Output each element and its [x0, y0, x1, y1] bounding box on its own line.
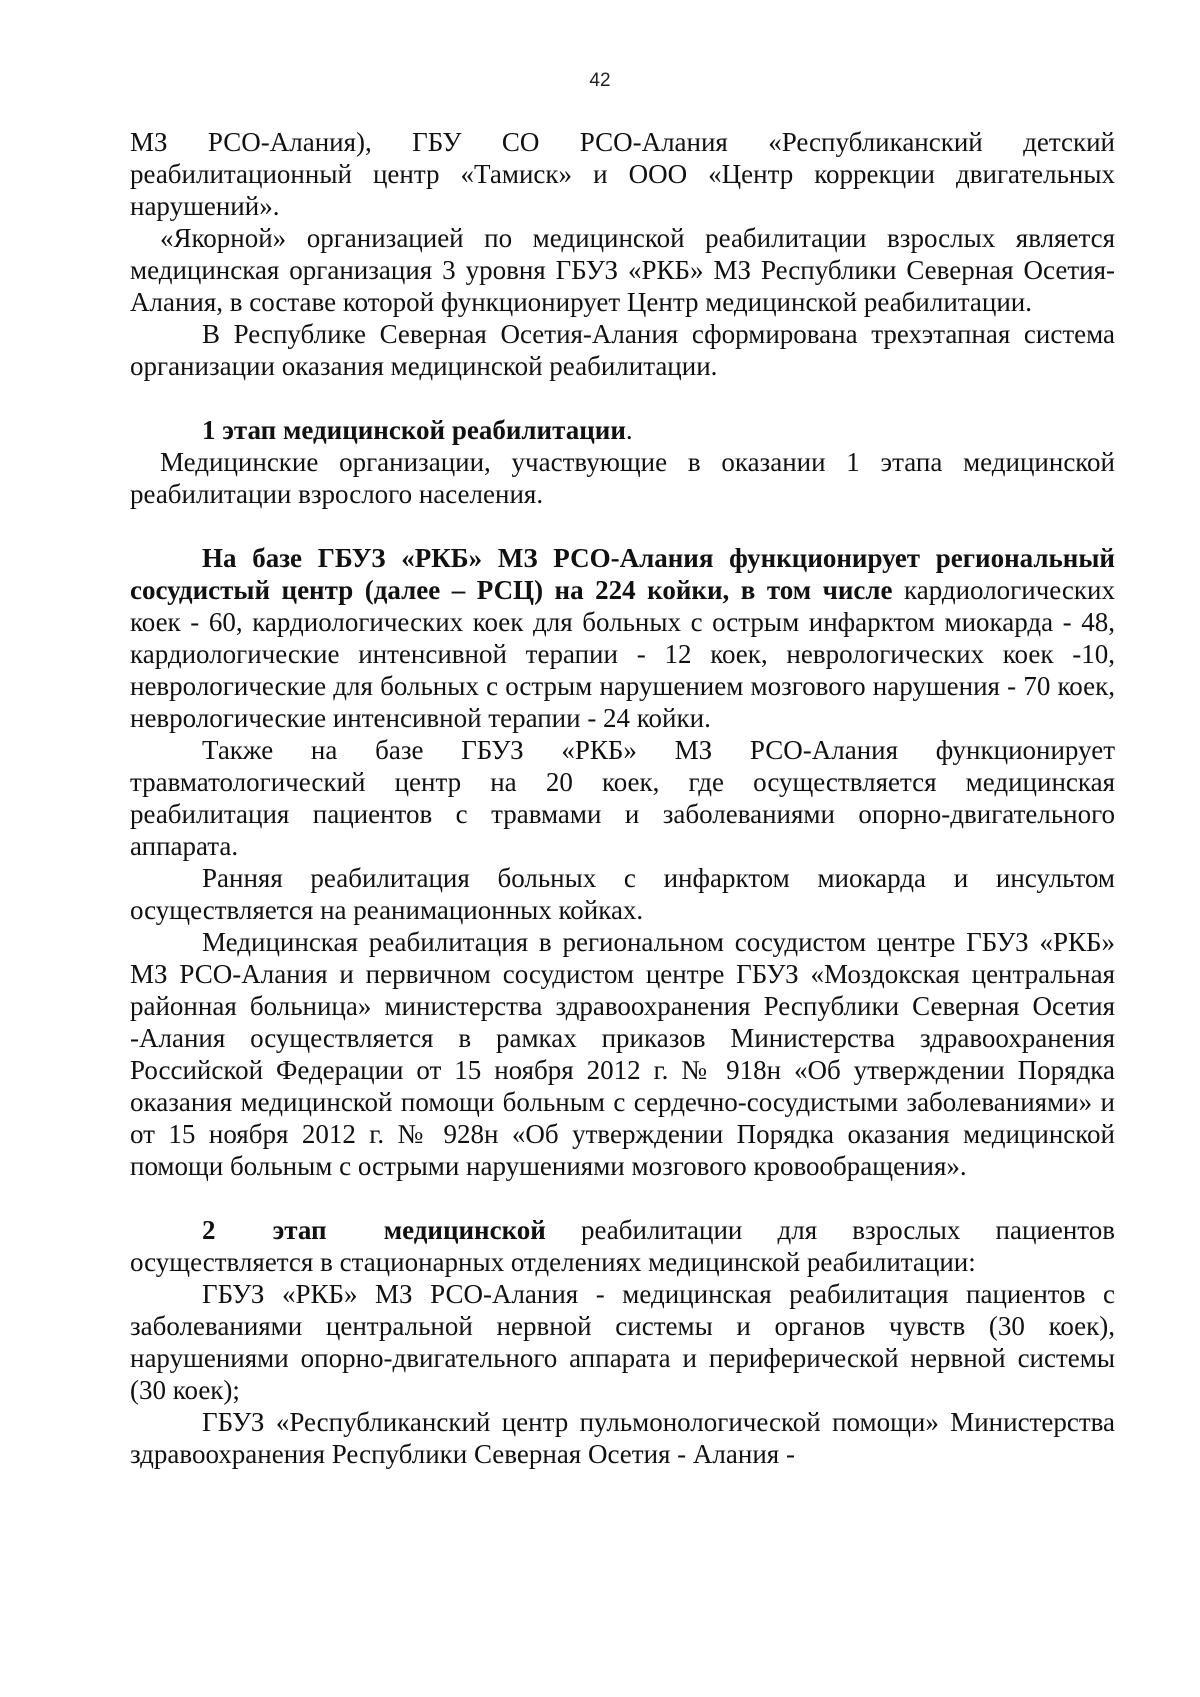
- paragraph-stage-1-organizations: Медицинские организации, участвующие в оказании 1 этапа медицинской реабилитации взрослого населения.: [130, 447, 1115, 509]
- paragraph-pulmonology-center: ГБУЗ «Республиканский центр пульмонологической помощи» Министерства здравоохранения Республики Северная Осетия - Алания -: [130, 1407, 1115, 1469]
- paragraph-vascular-center-rest: кардиологических коек - 60, кардиологических коек для больных с острым инфарктом миокарда - 48, кардиологические интенсивной терапии - 12 коек, неврологических коек -10, неврологические для больных с острым нарушением мозгового нарушения - 70 коек, неврологические интенсивной терапии - 24 койки.: [130, 575, 1115, 733]
- heading-stage-2: [130, 1214, 1115, 1278]
- page-number: 42: [589, 70, 611, 91]
- heading-stage-2-rest: реабилитации для взрослых пациентов осуществляется в стационарных отделениях медицинской реабилитации:: [130, 1215, 1115, 1277]
- document-body: [130, 126, 1115, 1470]
- spacer: [130, 510, 1115, 542]
- paragraph-rkb-stage-2: ГБУЗ «РКБ» МЗ РСО-Алания - медицинская реабилитация пациентов с заболеваниями центральной нервной системы и органов чувств (30 коек), нарушениями опорно-двигательного аппарата и периферической нервной системы (30 коек);: [130, 1279, 1115, 1405]
- paragraph-vascular-center-bold: На базе ГБУЗ «РКБ» МЗ РСО-Алания функционирует региональный сосудистый центр (далее – РСЦ) на 224 койки, в том числе: [130, 543, 1115, 605]
- heading-stage-1-tail: .: [625, 415, 633, 445]
- heading-stage-1: [130, 414, 1115, 446]
- spacer: [130, 1182, 1115, 1214]
- paragraph-vascular-center: [130, 542, 1115, 734]
- paragraph-anchor-organization: «Якорной» организацией по медицинской реабилитации взрослых является медицинская организация 3 уровня ГБУЗ «РКБ» МЗ Республики Северная Осетия-Алания, в составе которой функционирует Центр медицинской реабилитации.: [130, 223, 1115, 317]
- heading-stage-1-bold: 1 этап медицинской реабилитации: [202, 415, 626, 445]
- spacer: [130, 382, 1115, 414]
- paragraph-trauma-center: Также на базе ГБУЗ «РКБ» МЗ РСО-Алания функционирует травматологический центр на 20 коек, где осуществляется медицинская реабилитация пациентов с травмами и заболеваниями опорно-двигательного аппарата.: [130, 735, 1115, 861]
- paragraph-orders: Медицинская реабилитация в региональном сосудистом центре ГБУЗ «РКБ» МЗ РСО-Алания и первичном сосудистом центре ГБУЗ «Моздокская центральная районная больница» министерства здравоохранения Республики Северная Осетия -Алания осуществляется в рамках приказов Министерства здравоохранения Российской Федерации от 15 ноября 2012 г. № 918н «Об утверждении Порядка оказания медицинской помощи больным с сердечно-сосудистыми заболеваниями» и от 15 ноября 2012 г. № 928н «Об утверждении Порядка оказания медицинской помощи больным с острыми нарушениями мозгового кровообращения».: [130, 927, 1115, 1181]
- heading-stage-2-bold: 2 этап медицинской: [202, 1215, 546, 1245]
- paragraph-three-stage-system: В Республике Северная Осетия-Алания сформирована трехэтапная система организации оказания медицинской реабилитации.: [130, 319, 1115, 381]
- paragraph-early-rehabilitation: Ранняя реабилитация больных с инфарктом миокарда и инсультом осуществляется на реанимационных койках.: [130, 863, 1115, 925]
- paragraph-continuation: МЗ РСО-Алания), ГБУ СО РСО-Алания «Республиканский детский реабилитационный центр «Тамиск» и ООО «Центр коррекции двигательных нарушений».: [130, 127, 1115, 221]
